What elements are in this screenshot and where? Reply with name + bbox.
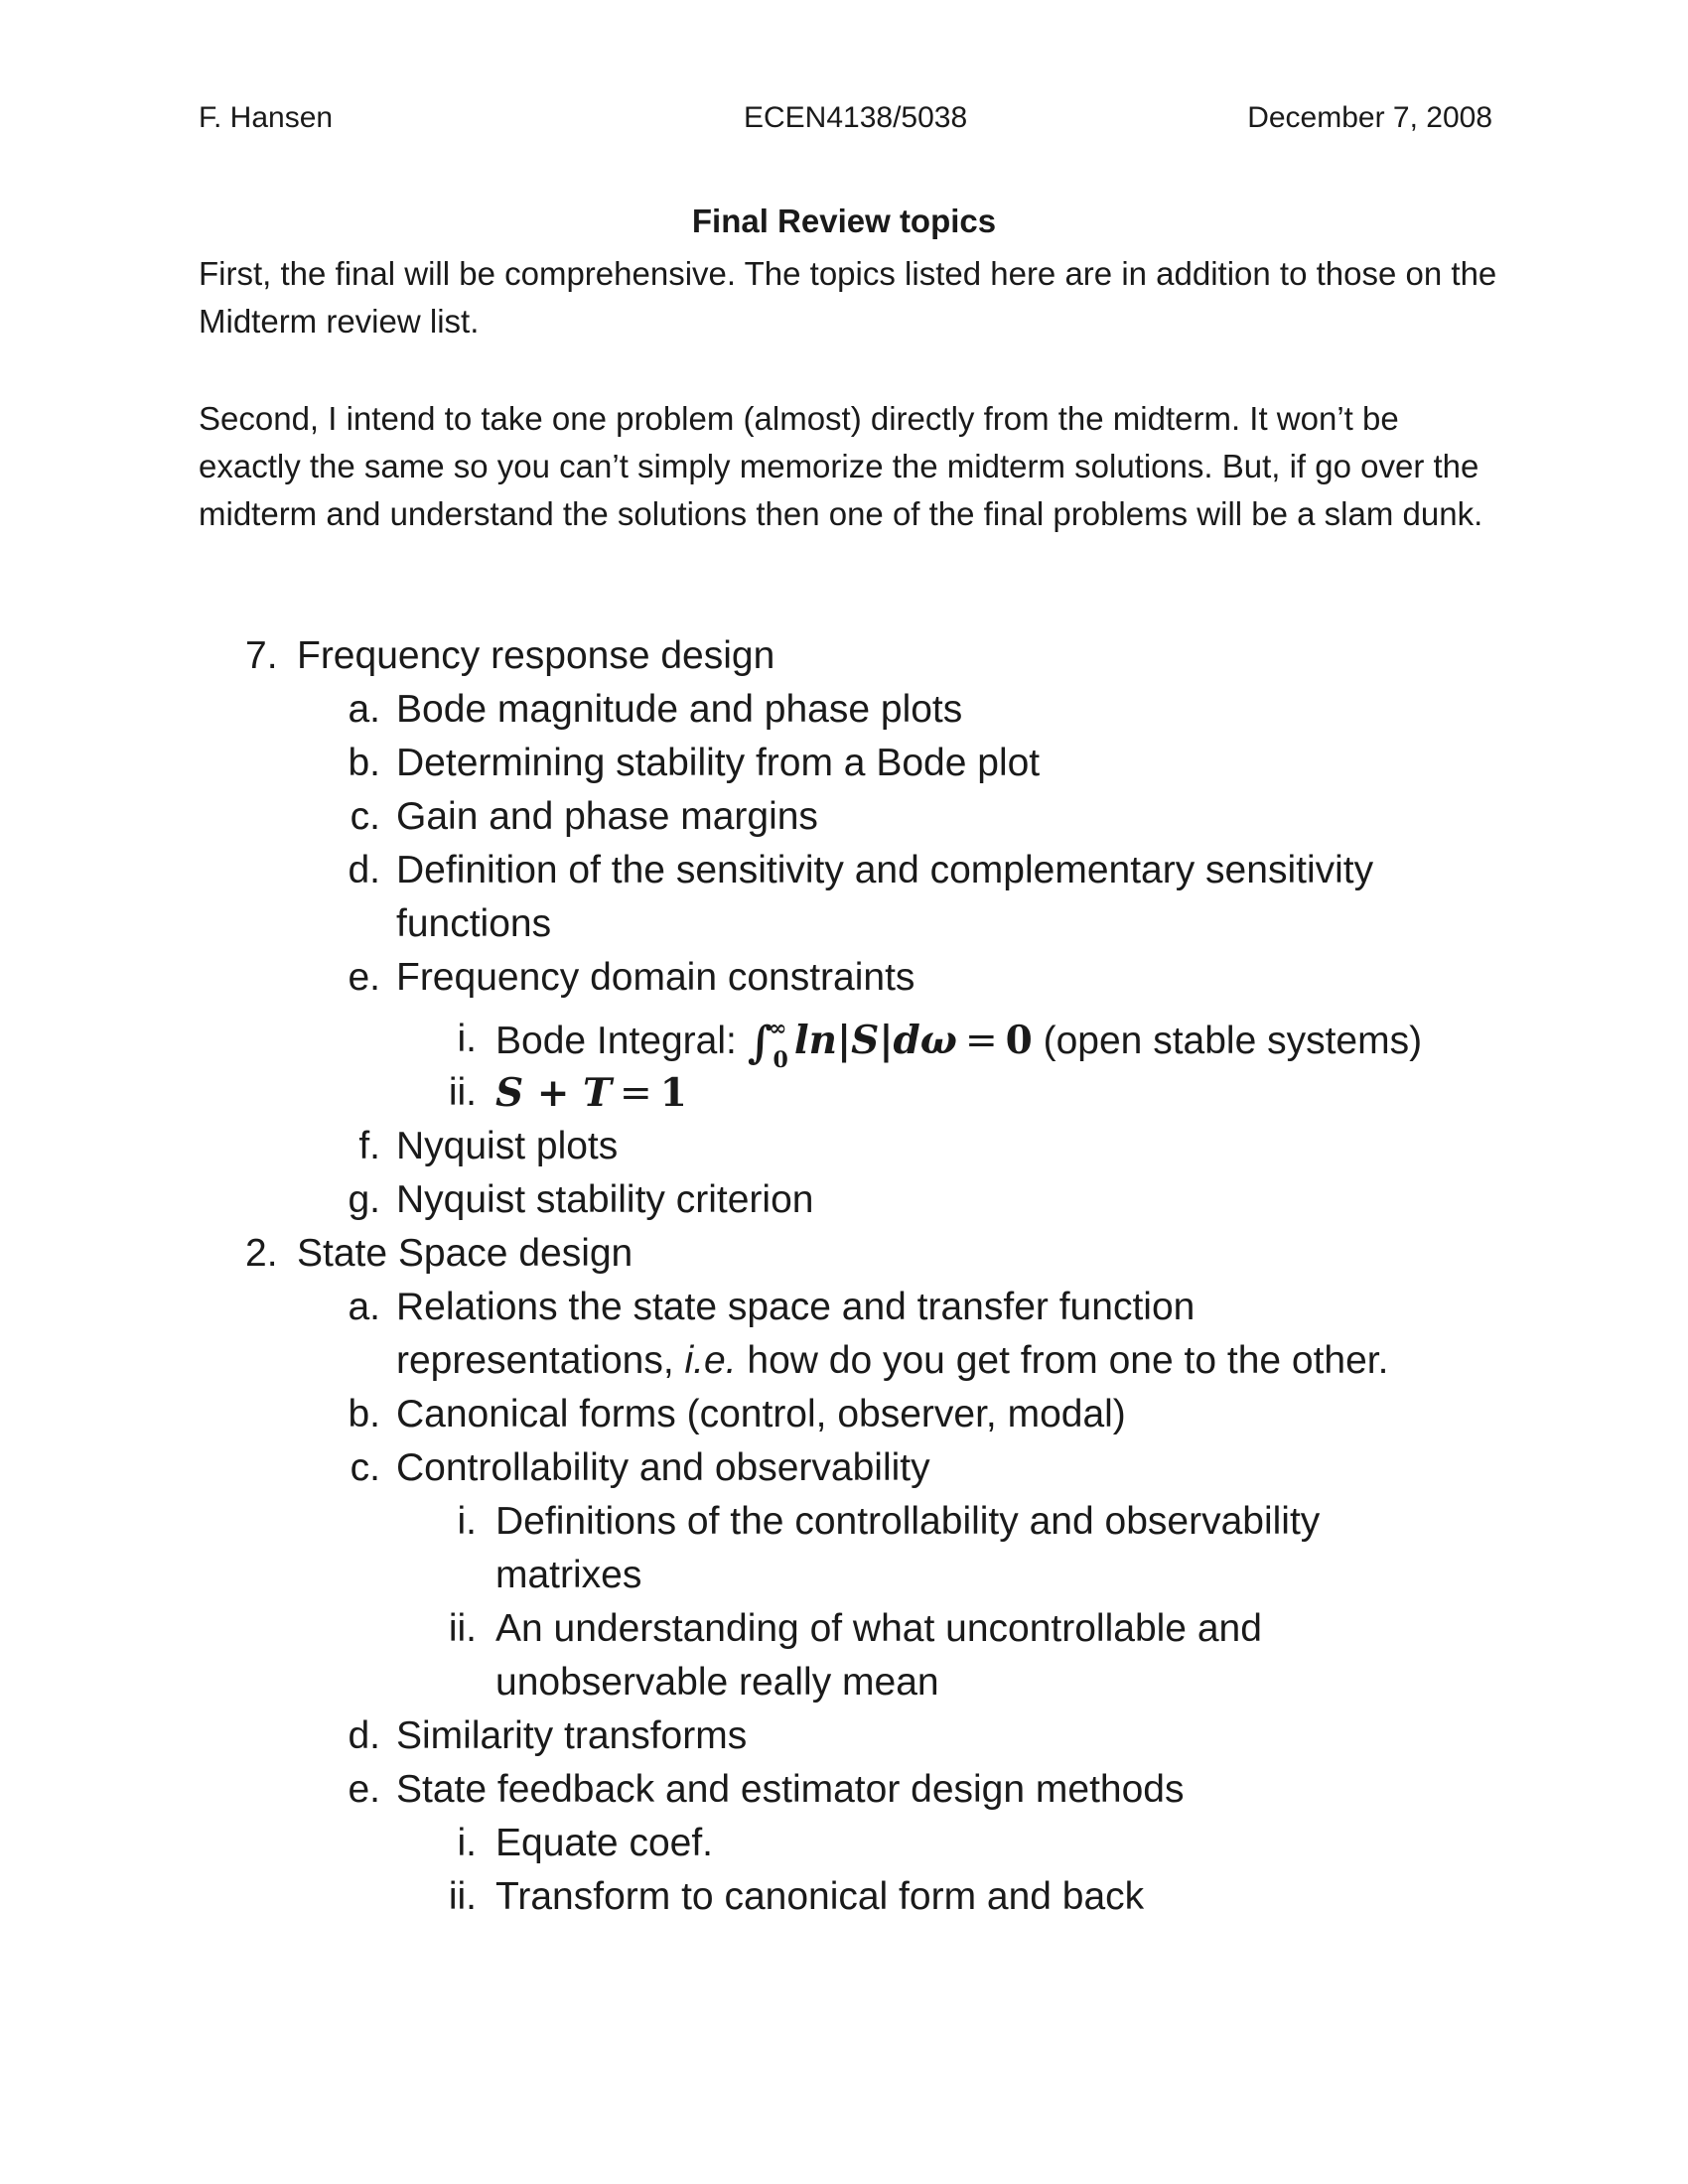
header-author: F. Hansen	[199, 101, 334, 134]
list-item-label: An understanding of what uncontrollable and unobservable really mean	[495, 1607, 1262, 1704]
list-marker: i.	[457, 1822, 477, 1864]
integral-sign: ∫	[747, 1018, 774, 1068]
integral-rhs: 0	[1005, 1018, 1033, 1063]
section-label: Frequency response design	[297, 634, 775, 677]
intro-paragraph-1: First, the final will be comprehensive. The topics listed here are in addition to those on the Midterm review list.	[199, 255, 1497, 340]
list-marker: c.	[350, 1446, 380, 1489]
bode-integral-text	[495, 1013, 1488, 1073]
bode-integral-suffix: (open stable systems)	[1043, 1020, 1423, 1062]
integral-lower-limit: 0	[773, 1047, 788, 1073]
list-marker: i.	[457, 1500, 477, 1543]
section-label: State Space design	[297, 1232, 633, 1275]
list-item-label: Definitions of the controllability and observability matrixes	[495, 1500, 1321, 1596]
label-part-1: Relations the state space and transfer function representations,	[396, 1286, 1196, 1382]
list-item-label: Similarity transforms	[396, 1714, 748, 1757]
list-marker: a.	[348, 1286, 380, 1328]
equals-sign: =	[620, 1071, 652, 1116]
list-marker: e.	[348, 956, 380, 999]
equals-sign: =	[964, 1019, 998, 1063]
list-item-label: Frequency domain constraints	[396, 956, 915, 999]
list-marker: g.	[348, 1178, 380, 1221]
bode-integral-equation	[747, 1016, 1033, 1073]
list-item-label: Nyquist stability criterion	[396, 1178, 814, 1221]
list-item-label: Gain and phase margins	[396, 795, 818, 838]
list-marker: ii.	[448, 1607, 477, 1650]
integral-upper-limit: ∞	[769, 1016, 787, 1041]
list-marker: f.	[358, 1125, 380, 1167]
list-marker: d.	[348, 1714, 380, 1757]
equation-rhs: 1	[659, 1070, 687, 1116]
list-marker: 2.	[245, 1232, 278, 1275]
header-date: December 7, 2008	[1247, 101, 1492, 134]
list-item-label: Determining stability from a Bode plot	[396, 742, 1041, 784]
list-marker: ii.	[448, 1071, 477, 1114]
list-marker: c.	[350, 795, 380, 838]
label-part-2: how do you get from one to the other.	[747, 1339, 1389, 1382]
list-marker: a.	[348, 688, 380, 731]
list-item-label: State feedback and estimator design methods	[396, 1768, 1185, 1811]
header-course: ECEN4138/5038	[744, 101, 968, 134]
list-marker: e.	[348, 1768, 380, 1811]
list-marker: ii.	[448, 1875, 477, 1918]
list-item-label: Canonical forms (control, observer, modal)	[396, 1393, 1126, 1435]
list-item-label: Nyquist plots	[396, 1125, 619, 1167]
integrand: ln|S|dω	[793, 1018, 957, 1063]
list-item-label: Transform to canonical form and back	[495, 1875, 1145, 1918]
list-marker: i.	[457, 1018, 477, 1060]
list-marker: b.	[348, 1393, 380, 1435]
list-item-label: Bode magnitude and phase plots	[396, 688, 963, 731]
list-item-label: Definition of the sensitivity and complementary sensitivity functions	[396, 849, 1374, 945]
equation-lhs: S + T	[495, 1070, 613, 1116]
list-item-label	[396, 1281, 1409, 1388]
intro-paragraph-2: Second, I intend to take one problem (almost) directly from the midterm. It won’t be exactly the same so you can’t simply memorize the midterm solutions. But, if go over the midterm and understand the solutions then one of the final problems will be a slam dunk.	[199, 400, 1483, 532]
bode-integral-prefix: Bode Integral:	[495, 1020, 737, 1062]
list-item-label: Equate coef.	[495, 1822, 713, 1864]
page-title: Final Review topics	[691, 203, 997, 239]
s-plus-t-equation	[495, 1066, 1488, 1121]
list-marker: b.	[348, 742, 380, 784]
list-marker: 7.	[245, 634, 278, 677]
list-item-label: Controllability and observability	[396, 1446, 930, 1489]
label-italic: i.e.	[684, 1339, 737, 1382]
list-marker: d.	[348, 849, 380, 891]
